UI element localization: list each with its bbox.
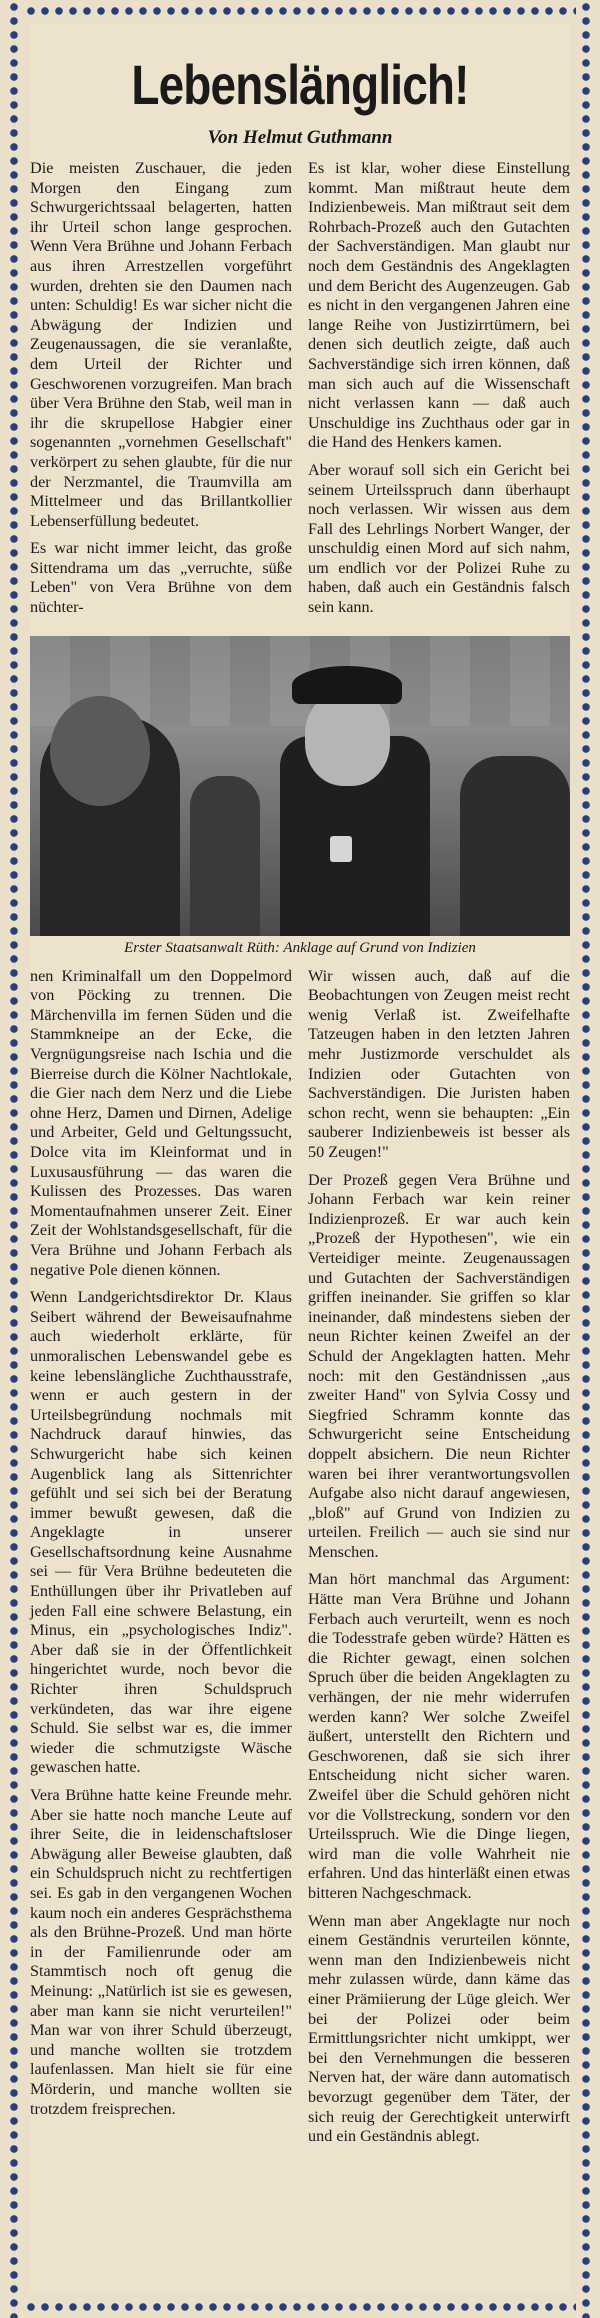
article-author: Von Helmut Guthmann xyxy=(207,127,393,148)
bottom-columns xyxy=(30,967,570,2155)
paragraph: Aber worauf soll sich ein Gericht bei seinem Urteilsspruch dann überhaupt noch verlassen. Wir wissen aus dem Fall des Lehrlings Norbert Wanger, der unschuldig einen Mord auf sich nahm, um endlich vor der Polizei Ruhe zu haben, daß auch ein Geständnis falsch sein kann. xyxy=(308,460,570,617)
column-top-right xyxy=(308,159,570,626)
article-title: Lebenslänglich! xyxy=(131,53,469,116)
dotted-border-bottom xyxy=(24,2300,576,2314)
article-photo xyxy=(30,636,570,936)
paragraph: Es ist klar, woher diese Einstellung kommt. Man mißtraut heute dem Indizienbeweis. Man mißtraut seit dem Rohrbach-Prozeß auch den Gutachten der Sachverständigen. Man glaubt nur noch dem Geständnis des Angeklagten und dem Bericht des Augenzeugen. Gab es nicht in den vergangenen Jahren eine lange Reihe von Justizirrtümern, bei denen sich deutlich zeigte, daß auch Sachverständige sich irren können, daß man sich auch auf die Wissenschaft nicht verlassen kann — daß auch Unschuldige ins Zuchthaus oder gar in die Hand des Henkers kamen. xyxy=(308,159,570,452)
paragraph: Es war nicht immer leicht, das große Sittendrama um das „verruchte, süße Leben" von Vera Brühne von dem nüchter- xyxy=(30,539,292,617)
dotted-border-right xyxy=(576,0,596,2318)
photo-caption: Erster Staatsanwalt Rüth: Anklage auf Grund von Indizien xyxy=(124,939,476,956)
paragraph: Wir wissen auch, daß auf die Beobachtungen von Zeugen meist recht wenig Verlaß ist. Zweifelhafte Tatzeugen haben in den letzten Jahren mehr Justizmorde verschuldet als Indizien oder Gutachten von Sachverständigen. Die Juristen haben schon recht, wenn sie behaupten: „Ein sauberer Indizienbeweis ist besser als 50 Zeugen!" xyxy=(308,966,570,1161)
column-bottom-right xyxy=(308,967,570,2155)
top-columns xyxy=(30,159,570,626)
paragraph: Wenn man aber Angeklagte nur noch einem Geständnis verurteilen könnte, wenn man den Indizienbeweis nicht mehr zulassen würde, dann käme das einer Prämiierung der Lüge gleich. Wer bei der Polizei oder beim Ermittlungsrichter nicht umkippt, wer bei den Vernehmungen die besseren Nerven hat, der wäre dann automatisch bevorzugt gegenüber dem Täter, der sich reuig der Gerechtigkeit unterwirft und ein Geständnis ablegt. xyxy=(308,1911,570,2146)
dotted-border-left xyxy=(4,0,24,2318)
paragraph: Der Prozeß gegen Vera Brühne und Johann Ferbach war kein reiner Indizienprozeß. Er war auch kein „Prozeß der Hypothesen", wie ein Verteidiger meinte. Zeugenaussagen und Gutachten der Sachverständigen griffen ineinander. Sie griffen so klar ineinander, daß mindestens sieben der neun Richter keinen Zweifel an der Schuld der Angeklagten hatten. Mehr noch: mit den Geständnissen „aus zweiter Hand" von Sylvia Cossy und Siegfried Schramm konnte das Schwurgericht seine Entscheidung doppelt absichern. Die neun Richter waren bei ihrer verantwortungsvollen Aufgabe also nicht darauf angewiesen, „bloß" auf Grund von Indizien zu urteilen. Freilich — auch sie sind nur Menschen. xyxy=(308,1170,570,1561)
column-top-left xyxy=(30,159,292,626)
paragraph: nen Kriminalfall um den Doppelmord von Pöcking zu trennen. Die Märchenvilla im fernen Süden und die Stammkneipe an der Ecke, die Vergnügungsreise nach Ischia und die Bierreise durch die Kölner Nachtlokale, die Gier nach dem Nerz und die Liebe ohne Herz, Damen und Dirnen, Adelige und Arbeiter, Geld und Geltungssucht, Dolce vita im Kleinformat und in Luxusausführung — das waren die Kulissen des Prozesses. Das waren Momentaufnahmen unserer Zeit. Einer Zeit der Wohlstandsgesellschaft, für die Vera Brühne und Johann Ferbach als negative Pole dienen können. xyxy=(30,966,292,1279)
column-bottom-left xyxy=(30,967,292,2155)
dotted-border-top xyxy=(24,4,576,18)
paragraph: Vera Brühne hatte keine Freunde mehr. Aber sie hatte noch manche Leute auf ihrer Seite, die in leidenschaftsloser Abwägung aller Beweise glaubten, daß ein Schuldspruch nicht zu rechtfertigen sei. Es gab in den vergangenen Wochen kaum noch ein anderes Gesprächsthema als den Brühne-Prozeß. Und man hörte in der Familienrunde oder am Stammtisch noch oft genug die Meinung: „Natürlich ist sie es gewesen, aber man kann sie nicht verurteilen!" Man war von ihrer Schuld überzeugt, und manche wollten sie trotzdem laufenlassen. Man hielt sie für eine Mörderin, und manche wollten sie trotzdem freisprechen. xyxy=(30,1786,292,2118)
paragraph: Man hört manchmal das Argument: Hätte man Vera Brühne und Johann Ferbach auch verurteilt, wenn es noch die Todesstrafe geben würde? Hätten es die Richter gewagt, einen solchen Spruch über die beiden Angeklagten zu verhängen, der nie mehr widerrufen werden kann? Wer solche Zweifel äußert, unterstellt den Richtern und Geschworenen, daß sie sich ihrer Entscheidung nicht sicher waren. Zweifel über die Schuld gehören nicht vor die Vollstreckung, sondern vor den Urteilsspruch. Wie die Dinge liegen, wird man die volle Wahrheit nie erfahren. Und das hinterläßt einen etwas bitteren Nachgeschmack. xyxy=(308,1570,570,1902)
paragraph: Die meisten Zuschauer, die jeden Morgen den Eingang zum Schwurgerichtssaal belagerten, hatten ihr Urteil schon lange gesprochen. Wenn Vera Brühne und Johann Ferbach aus ihren Arrestzellen vorgeführt wurden, drehten sie den Daumen nach unten: Schuldig! Es war sicher nicht die Abwägung der Indizien und Zeugenaussagen, die sie veranlaßte, dem Urteil der Richter und Geschworenen vorzugreifen. Man brach über Vera Brühne den Stab, weil man in ihr die skrupellose Habgier einer sogenannten „vornehmen Gesellschaft" verkörpert zu sehen glaubte, für die nur der Nerzmantel, die Traumvilla am Mittelmeer und das Brillantkollier Lebenserfüllung bedeutet. xyxy=(30,159,292,530)
article xyxy=(30,24,570,2294)
paragraph: Wenn Landgerichtsdirektor Dr. Klaus Seibert während der Beweisaufnahme auch wiederholt erklärte, für unmoralischen Lebenswandel gebe es keine lebenslängliche Zuchthausstrafe, wenn er auch gestern in der Urteilsbegründung nochmals mit Nachdruck darauf hinwies, das Schwurgericht habe sich keinen Augenblick lang als Sittenrichter gefühlt und sei sich bei der Beratung immer bewußt gewesen, daß die Angeklagte in unserer Gesellschaftsordnung keine Ausnahme sei — für Vera Brühne bedeuteten die Enthüllungen über ihr Privatleben auf jeden Fall eine schwere Belastung, ein Minus, ein „psychologisches Indiz". Aber daß sie in der Öffentlichkeit hingerichtet wurde, noch bevor die Richter ihren Schuldspruch verkündeten, das war ihre eigene Schuld. Sie selbst war es, die immer wieder die schmutzigste Wäsche gewaschen hatte. xyxy=(30,1288,292,1777)
